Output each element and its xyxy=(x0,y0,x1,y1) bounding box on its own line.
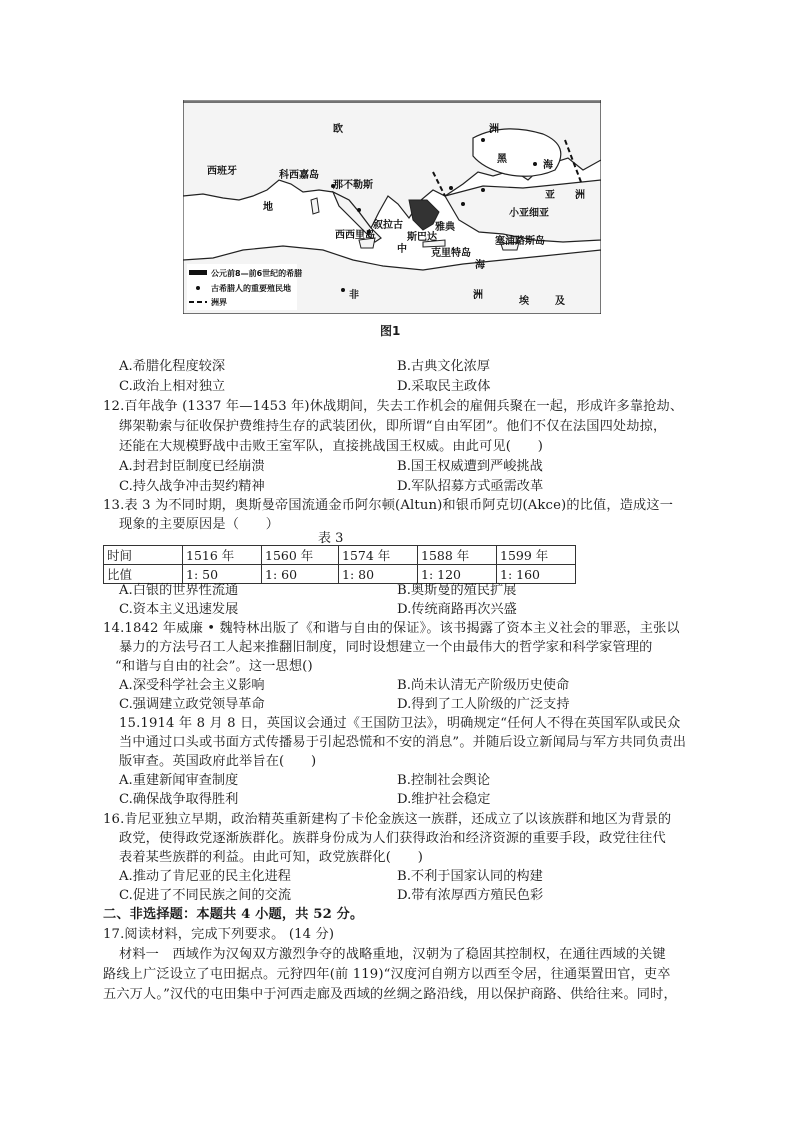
label-med-di: 地 xyxy=(263,202,273,213)
q16-option-c: C.促进了不同民族之间的交流 xyxy=(119,888,292,903)
q15-option-c: C.确保战争取得胜利 xyxy=(119,792,239,807)
q17-line-2: 路线上广泛设立了屯田据点。元狩四年(前 119)“汉度河自朔方以西至令居，往通渠置田官，吏卒 xyxy=(103,967,671,982)
q16-option-a: A.推动了肯尼亚的民主化进程 xyxy=(119,869,291,884)
q15-line-1: 15.1914 年 8 月 8 日，英国议会通过《王国防卫法》，明确规定“任何人不得在英国军队或民众 xyxy=(119,716,681,731)
q16-option-b: B.不利于国家认同的构建 xyxy=(397,869,543,884)
q17-line-1: 材料一 西域作为汉匈双方激烈争夺的战略重地，汉朝为了稳固其控制权，在通往西域的关键 xyxy=(119,947,666,962)
q12-line-2: 绑架勒索与征收保护费维持生存的武装团伙，即所谓“自由军团”。他们不仅在法国四处劫掠， xyxy=(119,419,667,434)
label-cyprus: 塞浦路斯岛 xyxy=(495,236,545,247)
label-africa-fei: 非 xyxy=(349,290,359,301)
label-naples: 那不勒斯 xyxy=(333,180,373,191)
q11-option-c: C.政治上相对独立 xyxy=(119,379,226,394)
q15-line-3: 版审查。英国政府此举旨在( ) xyxy=(119,754,317,769)
table-cell: 1574 年 xyxy=(339,546,418,565)
figure-caption: 图1 xyxy=(380,324,401,338)
q13-option-c: C.资本主义迅速发展 xyxy=(119,602,239,617)
legend-boundary: 洲界 xyxy=(211,298,227,307)
table-cell: 1: 80 xyxy=(339,565,418,584)
q12-option-c: C.持久战争冲击契约精神 xyxy=(119,479,265,494)
table-cell: 1: 50 xyxy=(183,565,262,584)
label-corsica: 科西嘉岛 xyxy=(279,170,319,181)
label-spain: 西班牙 xyxy=(207,166,237,177)
ratio-table xyxy=(103,545,576,584)
q11-option-b: B.古典文化浓厚 xyxy=(397,359,491,374)
legend-greece: 公元前8—前6世纪的希腊 xyxy=(211,269,303,278)
label-sparta: 斯巴达 xyxy=(407,232,437,243)
q11-option-a: A.希腊化程度较深 xyxy=(119,359,226,374)
q14-option-a: A.深受科学社会主义影响 xyxy=(119,678,265,693)
q14-line-2: 暴力的方法号召工人起来推翻旧制度，同时设想建立一个由最伟大的哲学家和科学家管理的 xyxy=(119,640,653,655)
label-med-hai: 海 xyxy=(475,260,485,271)
q12-option-d: D.军队招募方式亟需改革 xyxy=(397,479,544,494)
q13-line-1: 13.表 3 为不同时期，奥斯曼帝国流通金币阿尔顿(Altun)和银币阿克切(Akce)的比值，造成这一 xyxy=(103,498,674,513)
q15-option-b: B.控制社会舆论 xyxy=(397,773,491,788)
label-asia-minor: 小亚细亚 xyxy=(509,208,549,219)
legend-colonies: 古希腊人的重要殖民地 xyxy=(211,284,291,293)
label-europe-zhou: 洲 xyxy=(489,124,499,135)
q14-option-b: B.尚未认清无产阶级历史使命 xyxy=(397,678,570,693)
table-row xyxy=(104,565,576,584)
label-black-sea-hei: 黑 xyxy=(497,154,507,165)
table-title: 表 3 xyxy=(318,531,344,546)
table-cell: 比值 xyxy=(104,565,183,584)
table-cell: 时间 xyxy=(104,546,183,565)
table-cell: 1588 年 xyxy=(418,546,497,565)
label-europe-ou: 欧 xyxy=(333,124,343,135)
q13-option-d: D.传统商路再次兴盛 xyxy=(397,602,517,617)
q14-option-d: D.得到了工人阶级的广泛支持 xyxy=(397,697,570,712)
q14-line-3: “和谐与自由的社会”。这一思想() xyxy=(115,659,313,674)
label-black-sea-hai: 海 xyxy=(543,160,553,171)
q12-option-b: B.国王权威遭到严峻挑战 xyxy=(397,459,543,474)
q13-option-a: A.白银的世界性流通 xyxy=(119,583,239,598)
q16-line-1: 16.肯尼亚独立早期，政治精英重新建构了卡伦金族这一族群，还成立了以该族群和地区为背景的 xyxy=(103,812,672,827)
label-syracuse: 叙拉古 xyxy=(373,220,403,231)
q15-line-2: 当中通过口头或书面方式传播易于引起恐慌和不安的消息”。并随后设立新闻局与军方共同负责出 xyxy=(119,735,687,750)
section-heading: 二、非选择题：本题共 4 小题，共 52 分。 xyxy=(103,907,364,922)
q12-option-a: A.封君封臣制度已经崩溃 xyxy=(119,459,265,474)
label-asia-zhou: 洲 xyxy=(575,190,585,201)
table-cell: 1: 160 xyxy=(497,565,576,584)
table-cell: 1: 60 xyxy=(262,565,339,584)
q12-line-3: 还能在大规模野战中击败王室军队，直接挑战国王权威。由此可见( ) xyxy=(119,439,544,454)
label-med-zhong: 中 xyxy=(397,244,407,255)
q16-line-2: 政党，使得政党逐渐族群化。族群身份成为人们获得政治和经济资源的重要手段，政党往往代 xyxy=(119,831,666,846)
q15-option-a: A.重建新闻审查制度 xyxy=(119,773,239,788)
label-crete: 克里特岛 xyxy=(431,248,471,259)
q17-line-3: 五六万人。”汉代的屯田集中于河西走廊及西域的丝绸之路沿线，用以保护商路、供给往来。同时， xyxy=(103,987,677,1002)
map-legend xyxy=(187,264,302,310)
q14-option-c: C.强调建立政党领导革命 xyxy=(119,697,265,712)
q17-title: 17.阅读材料，完成下列要求。 (14 分) xyxy=(103,927,335,942)
q12-line-1: 12.百年战争 (1337 年—1453 年)休战期间，失去工作机会的雇佣兵聚在一起，形成许多靠抢劫、 xyxy=(103,399,684,414)
q14-line-1: 14.1842 年威廉 • 魏特林出版了《和谐与自由的保证》。该书揭露了资本主义社会的罪恶，主张以 xyxy=(103,621,680,636)
q15-option-d: D.维护社会稳定 xyxy=(397,792,491,807)
table-cell: 1560 年 xyxy=(262,546,339,565)
q16-line-3: 表着某些族群的利益。由此可知，政党族群化( ) xyxy=(119,850,424,865)
table-cell: 1: 120 xyxy=(418,565,497,584)
table-cell: 1599 年 xyxy=(497,546,576,565)
label-asia-ya: 亚 xyxy=(545,190,555,201)
q13-line-2: 现象的主要原因是（ ） xyxy=(119,517,280,532)
corsica xyxy=(311,198,319,214)
label-africa-zhou: 洲 xyxy=(473,290,483,301)
label-egypt-ai: 埃 xyxy=(519,296,529,307)
q11-option-d: D.采取民主政体 xyxy=(397,379,491,394)
label-egypt-ji: 及 xyxy=(555,296,565,307)
table-row xyxy=(104,546,576,565)
q16-option-d: D.带有浓厚西方殖民色彩 xyxy=(397,888,544,903)
map-figure-mediterranean xyxy=(183,100,601,314)
table-cell: 1516 年 xyxy=(183,546,262,565)
label-athens: 雅典 xyxy=(435,222,455,233)
q13-option-b: B.奥斯曼的殖民扩展 xyxy=(397,583,517,598)
label-sicily: 西西里岛 xyxy=(335,230,375,241)
